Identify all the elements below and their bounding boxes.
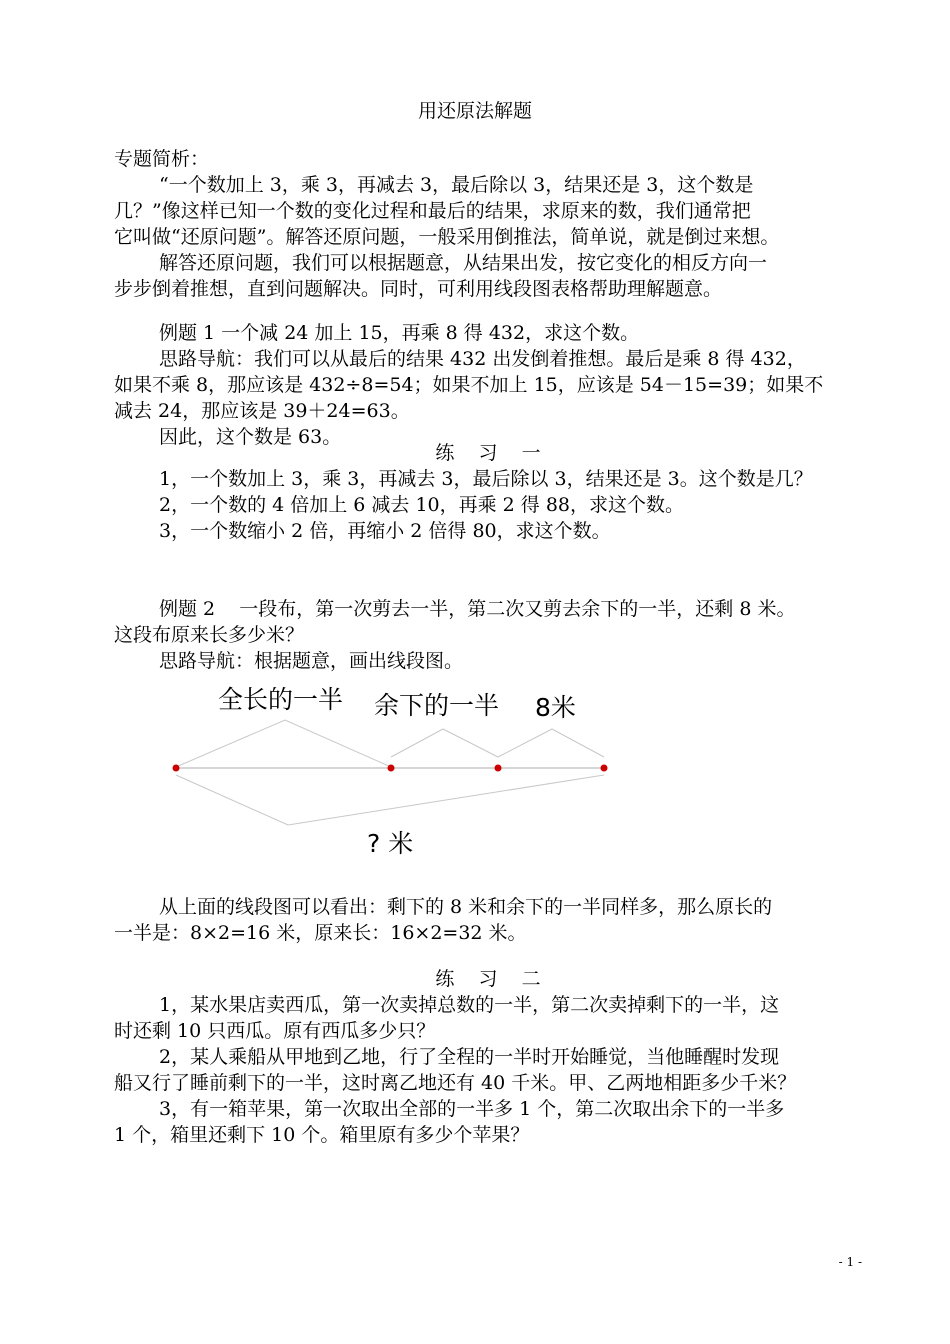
exercise1-heading: 练 习 一: [435, 442, 541, 464]
page-number: - 1 -: [838, 1255, 862, 1269]
brace-8m: [498, 729, 604, 757]
example1-conclusion: 因此，这个数是 63。: [159, 426, 342, 448]
exercise2-item-line: 船又行了睡前剩下的一半，这时离乙地还有 40 千米。甲、乙两地相距多少千米？: [114, 1072, 797, 1094]
brace-half-rest: [391, 729, 498, 757]
segment-point: [173, 765, 180, 772]
label-half-rest: 余下的一半: [374, 691, 500, 720]
example2-problem-line: 例题 2 一段布，第一次剪去一半，第二次又剪去余下的一半，还剩 8 米。: [159, 598, 796, 620]
exercise2-item-line: 1，某水果店卖西瓜，第一次卖掉总数的一半，第二次卖掉剩下的一半，这: [159, 994, 780, 1016]
example2-explain-line: 从上面的线段图可以看出：剩下的 8 米和余下的一半同样多，那么原长的: [159, 896, 773, 918]
exercise1-item: 1，一个数加上 3，乘 3，再减去 3，最后除以 3，结果还是 3。这个数是几？: [159, 468, 813, 490]
exercise2-item-line: 时还剩 10 只西瓜。原有西瓜多少只？: [114, 1020, 436, 1042]
example2-section: [114, 596, 862, 674]
analysis-heading: 专题简析：: [114, 148, 210, 170]
exercise2-item-line: 2，某人乘船从甲地到乙地，行了全程的一半时开始睡觉，当他睡醒时发现: [159, 1046, 780, 1068]
analysis-p2-line: 步步倒着推想，直到问题解决。同时，可利用线段图表格帮助理解题意。: [114, 278, 723, 300]
exercise2-heading: 练 习 二: [435, 968, 541, 990]
brace-lines: [176, 720, 604, 825]
analysis-p1-line: 它叫做“还原问题”。解答还原问题，一般采用倒推法，简单说，就是倒过来想。: [114, 226, 780, 248]
example1-problem: 例题 1 一个减 24 加上 15，再乘 8 得 432，求这个数。: [159, 322, 640, 344]
page-title: 用还原法解题: [417, 100, 532, 122]
brace-total: [176, 775, 604, 825]
example2-explain: [114, 894, 862, 946]
analysis-section: [114, 146, 862, 302]
analysis-p1-line: 几？”像这样已知一个数的变化过程和最后的结果，求原来的数，我们通常把: [114, 200, 751, 222]
example1-hint-line: 思路导航：我们可以从最后的结果 432 出发倒着推想。最后是乘 8 得 432，: [159, 348, 806, 370]
analysis-p1-line: “一个数加上 3，乘 3，再减去 3，最后除以 3，结果还是 3，这个数是: [159, 174, 754, 196]
segment-point: [388, 765, 395, 772]
exercise1-section: [114, 440, 862, 544]
example1-hint-line: 减去 24，那应该是 39＋24=63。: [114, 400, 410, 422]
line-segment-diagram: [160, 680, 630, 860]
example1-section: [114, 320, 862, 450]
label-8m: 8米: [535, 693, 576, 722]
example2-problem-line: 这段布原来长多少米？: [114, 624, 305, 646]
analysis-p2-line: 解答还原问题，我们可以根据题意，从结果出发，按它变化的相反方向一: [159, 252, 768, 274]
example2-explain-line: 一半是：8×2=16 米，原来长：16×2=32 米。: [114, 922, 527, 944]
exercise1-item: 2，一个数的 4 倍加上 6 减去 10，再乘 2 得 88，求这个数。: [159, 494, 685, 516]
segment-point: [601, 765, 608, 772]
exercise1-item: 3，一个数缩小 2 倍，再缩小 2 倍得 80，求这个数。: [159, 520, 611, 542]
brace-half-total: [176, 720, 391, 767]
label-total: ? 米: [367, 829, 414, 858]
example2-hint: 思路导航：根据题意，画出线段图。: [159, 650, 464, 672]
exercise2-item-line: 1 个，箱里还剩下 10 个。箱里原有多少个苹果？: [114, 1124, 530, 1146]
exercise2-item-line: 3，有一箱苹果，第一次取出全部的一半多 1 个，第二次取出余下的一半多: [159, 1098, 785, 1120]
example1-hint-line: 如果不乘 8，那应该是 432÷8=54；如果不加上 15，应该是 54－15=39；如果不: [114, 374, 824, 396]
segment-point: [495, 765, 502, 772]
exercise2-section: [114, 966, 862, 1148]
diagram-svg: [160, 680, 630, 860]
label-half-total: 全长的一半: [218, 685, 344, 714]
